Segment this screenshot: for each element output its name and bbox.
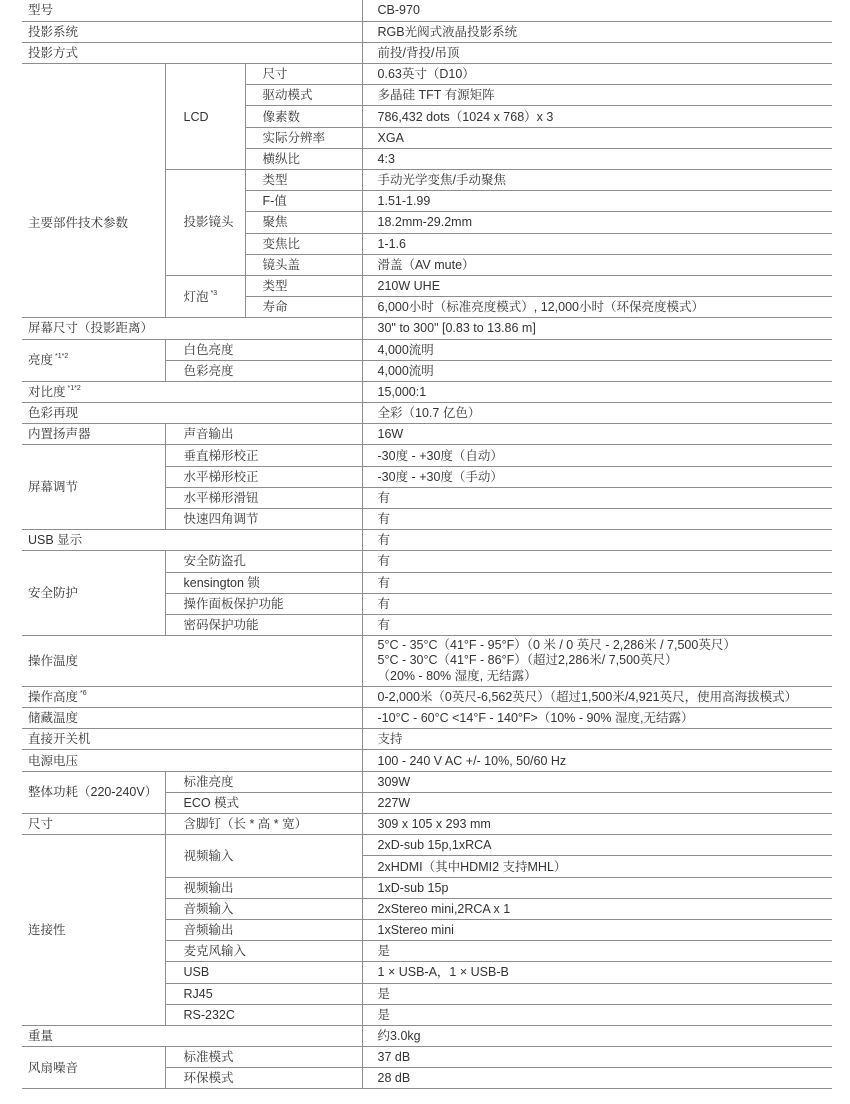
lcd-drive-value: 多晶硅 TFT 有源矩阵 xyxy=(362,85,832,106)
model-value: CB-970 xyxy=(362,0,832,21)
security-label: 安全防护 xyxy=(22,551,165,636)
color-brightness-label: 色彩亮度 xyxy=(165,360,362,381)
audio-out-label: 音频输出 xyxy=(165,919,362,940)
quick-corner-label: 快速四角调节 xyxy=(165,509,362,530)
power-supply-value: 100 - 240 V AC +/- 10%, 50/60 Hz xyxy=(362,750,832,771)
direct-power-value: 支持 xyxy=(362,729,832,750)
white-brightness-value: 4,000流明 xyxy=(362,339,832,360)
panel-lock-value: 有 xyxy=(362,593,832,614)
power-consumption-label: 整体功耗（220-240V） xyxy=(22,771,165,813)
operating-temp-line: 5°C - 35°C（41°F - 95°F）（0 米 / 0 英尺 - 2,286米 / 7,500英尺） xyxy=(377,637,736,652)
audio-in-value: 2xStereo mini,2RCA x 1 xyxy=(362,898,832,919)
spec-row xyxy=(22,403,832,424)
video-out-value: 1xD-sub 15p xyxy=(362,877,832,898)
spec-row xyxy=(22,381,832,402)
contrast-label-text: 对比度 xyxy=(28,384,66,399)
horizontal-keystone-value: -30度 - +30度（手动） xyxy=(362,466,832,487)
operating-temp-label: 操作温度 xyxy=(22,636,362,687)
usb-port-value: 1 × USB-A，1 × USB-B xyxy=(362,962,832,983)
lcd-resolution-label: 实际分辨率 xyxy=(245,127,362,148)
power-eco-value: 227W xyxy=(362,792,832,813)
spec-row xyxy=(22,339,832,360)
spec-row xyxy=(22,0,832,21)
storage-temp-value: -10°C - 60°C <14°F - 140°F>（10% - 90% 湿度,无结露） xyxy=(362,708,832,729)
rs232c-label: RS-232C xyxy=(165,1004,362,1025)
spec-row xyxy=(22,318,832,339)
usb-port-label: USB xyxy=(165,962,362,983)
color-brightness-value: 4,000流明 xyxy=(362,360,832,381)
spec-row xyxy=(22,729,832,750)
rj45-value: 是 xyxy=(362,983,832,1004)
lcd-drive-label: 驱动模式 xyxy=(245,85,362,106)
spec-row xyxy=(22,530,832,551)
fan-eco-value: 28 dB xyxy=(362,1068,832,1089)
spec-row xyxy=(22,424,832,445)
spec-row xyxy=(22,445,832,466)
lamp-group-label xyxy=(165,275,245,317)
mic-in-label: 麦克风输入 xyxy=(165,941,362,962)
video-in-value: 2xD-sub 15p,1xRCA xyxy=(362,835,832,856)
spec-row xyxy=(22,771,832,792)
lcd-size-label: 尺寸 xyxy=(245,64,362,85)
lcd-aspect-label: 横纵比 xyxy=(245,148,362,169)
password-protect-label: 密码保护功能 xyxy=(165,614,362,635)
main-components-label: 主要部件技术参数 xyxy=(22,64,165,318)
direct-power-label: 直接开关机 xyxy=(22,729,362,750)
keystone-slider-value: 有 xyxy=(362,487,832,508)
spec-row xyxy=(22,42,832,63)
screen-size-value: 30" to 300" [0.83 to 13.86 m] xyxy=(362,318,832,339)
operating-altitude-footnote-mark: *6 xyxy=(80,690,87,698)
brightness-label-text: 亮度 xyxy=(28,353,54,368)
operating-altitude-value: 0-2,000米（0英尺-6,562英尺）（超过1,500米/4,921英尺，使用高海拔模式） xyxy=(362,686,832,707)
speaker-output-label: 声音输出 xyxy=(165,424,362,445)
lens-cover-value: 滑盖（AV mute） xyxy=(362,254,832,275)
spec-row xyxy=(22,21,832,42)
screen-adjust-label: 屏幕调节 xyxy=(22,445,165,530)
lcd-pixels-value: 786,432 dots（1024 x 768）x 3 xyxy=(362,106,832,127)
contrast-footnote-mark: *1*2 xyxy=(67,384,81,392)
spec-row xyxy=(22,708,832,729)
operating-altitude-label-text: 操作高度 xyxy=(28,690,79,705)
video-in-label: 视频输入 xyxy=(165,835,362,877)
spec-row xyxy=(22,750,832,771)
lens-focus-value: 18.2mm-29.2mm xyxy=(362,212,832,233)
power-normal-label: 标准亮度 xyxy=(165,771,362,792)
weight-label: 重量 xyxy=(22,1025,362,1046)
fan-noise-label: 风扇噪音 xyxy=(22,1047,165,1089)
connectivity-label: 连接性 xyxy=(22,835,165,1026)
usb-display-value: 有 xyxy=(362,530,832,551)
brightness-label xyxy=(22,339,165,381)
lens-f-number-value: 1.51-1.99 xyxy=(362,191,832,212)
spec-table xyxy=(22,0,832,1089)
lamp-type-label: 类型 xyxy=(245,275,362,296)
screen-size-label: 屏幕尺寸（投影距离） xyxy=(22,318,362,339)
spec-row xyxy=(22,636,832,687)
speaker-output-value: 16W xyxy=(362,424,832,445)
vertical-keystone-value: -30度 - +30度（自动） xyxy=(362,445,832,466)
mic-in-value: 是 xyxy=(362,941,832,962)
rs232c-value: 是 xyxy=(362,1004,832,1025)
lamp-group-label-text: 灯泡 xyxy=(183,289,209,304)
lamp-type-value: 210W UHE xyxy=(362,275,832,296)
contrast-value: 15,000:1 xyxy=(362,381,832,402)
lens-cover-label: 镜头盖 xyxy=(245,254,362,275)
lamp-footnote-mark: *3 xyxy=(210,289,218,297)
dimensions-sub-label: 含脚钉（长 * 高 * 宽） xyxy=(165,814,362,835)
spec-row xyxy=(22,64,832,85)
spec-row xyxy=(22,1047,832,1068)
vertical-keystone-label: 垂直梯形校正 xyxy=(165,445,362,466)
projection-method-label: 投影方式 xyxy=(22,42,362,63)
security-slot-label: 安全防盗孔 xyxy=(165,551,362,572)
spec-row xyxy=(22,551,832,572)
dimensions-value: 309 x 105 x 293 mm xyxy=(362,814,832,835)
lens-type-label: 类型 xyxy=(245,170,362,191)
security-slot-value: 有 xyxy=(362,551,832,572)
weight-value: 约3.0kg xyxy=(362,1025,832,1046)
lens-type-value: 手动光学变焦/手动聚焦 xyxy=(362,170,832,191)
video-in-value: 2xHDMI（其中HDMI2 支持MHL） xyxy=(362,856,832,877)
color-reproduction-label: 色彩再现 xyxy=(22,403,362,424)
lens-f-number-label: F-值 xyxy=(245,191,362,212)
projection-system-label: 投影系统 xyxy=(22,21,362,42)
fan-eco-label: 环保模式 xyxy=(165,1068,362,1089)
video-out-label: 视频输出 xyxy=(165,877,362,898)
lens-focus-label: 聚焦 xyxy=(245,212,362,233)
power-eco-label: ECO 模式 xyxy=(165,792,362,813)
contrast-label xyxy=(22,381,362,402)
lcd-group-label: LCD xyxy=(165,64,245,170)
spec-row xyxy=(22,835,832,856)
audio-in-label: 音频输入 xyxy=(165,898,362,919)
projection-system-value: RGB光阀式液晶投影系统 xyxy=(362,21,832,42)
spec-row xyxy=(22,1025,832,1046)
usb-display-label: USB 显示 xyxy=(22,530,362,551)
power-normal-value: 309W xyxy=(362,771,832,792)
lens-group-label: 投影镜头 xyxy=(165,170,245,276)
lens-zoom-ratio-label: 变焦比 xyxy=(245,233,362,254)
model-label: 型号 xyxy=(22,0,362,21)
operating-temp-line: （20% - 80% 湿度, 无结露） xyxy=(377,668,537,683)
white-brightness-label: 白色亮度 xyxy=(165,339,362,360)
kensington-lock-value: 有 xyxy=(362,572,832,593)
spec-row xyxy=(22,814,832,835)
storage-temp-label: 储藏温度 xyxy=(22,708,362,729)
audio-out-value: 1xStereo mini xyxy=(362,919,832,940)
speaker-label: 内置扬声器 xyxy=(22,424,165,445)
fan-normal-value: 37 dB xyxy=(362,1047,832,1068)
kensington-lock-label: kensington 锁 xyxy=(165,572,362,593)
spec-row xyxy=(22,686,832,707)
fan-normal-label: 标准模式 xyxy=(165,1047,362,1068)
operating-temp-value xyxy=(362,636,832,687)
lcd-pixels-label: 像素数 xyxy=(245,106,362,127)
operating-altitude-label xyxy=(22,686,362,707)
panel-lock-label: 操作面板保护功能 xyxy=(165,593,362,614)
lcd-size-value: 0.63英寸（D10） xyxy=(362,64,832,85)
lamp-life-label: 寿命 xyxy=(245,297,362,318)
lamp-life-value: 6,000小时（标准亮度模式）, 12,000小时（环保亮度模式） xyxy=(362,297,832,318)
lcd-aspect-value: 4:3 xyxy=(362,148,832,169)
lcd-resolution-value: XGA xyxy=(362,127,832,148)
keystone-slider-label: 水平梯形滑钮 xyxy=(165,487,362,508)
operating-temp-line: 5°C - 30°C（41°F - 86°F）（超过2,286米/ 7,500英尺） xyxy=(377,653,678,668)
quick-corner-value: 有 xyxy=(362,509,832,530)
rj45-label: RJ45 xyxy=(165,983,362,1004)
lens-zoom-ratio-value: 1-1.6 xyxy=(362,233,832,254)
projection-method-value: 前投/背投/吊顶 xyxy=(362,42,832,63)
color-reproduction-value: 全彩（10.7 亿色） xyxy=(362,403,832,424)
horizontal-keystone-label: 水平梯形校正 xyxy=(165,466,362,487)
brightness-footnote-mark: *1*2 xyxy=(55,353,69,361)
password-protect-value: 有 xyxy=(362,614,832,635)
dimensions-label: 尺寸 xyxy=(22,814,165,835)
power-supply-label: 电源电压 xyxy=(22,750,362,771)
